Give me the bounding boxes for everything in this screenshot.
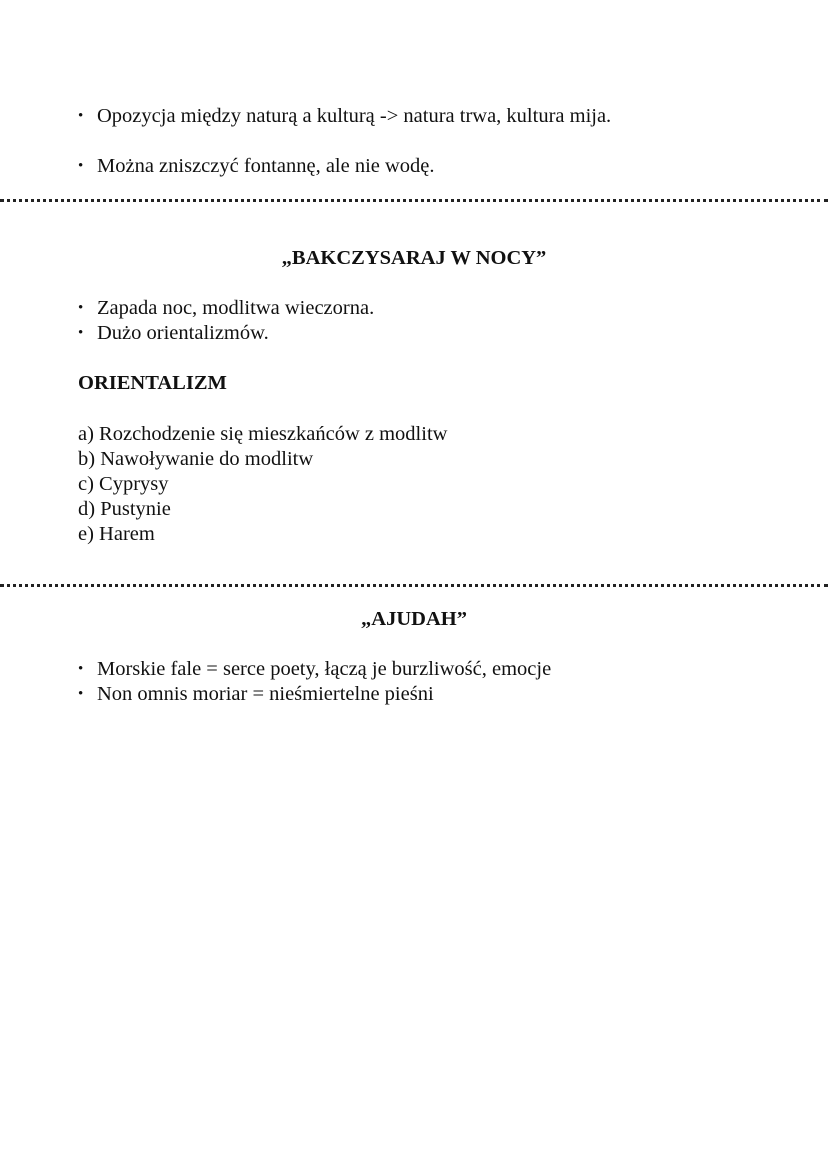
list-item: d) Pustynie xyxy=(78,498,171,520)
bullet-item xyxy=(78,104,611,129)
bullet-text: Non omnis moriar = nieśmiertelne pieśni xyxy=(97,683,434,705)
bullet-glyph: • xyxy=(78,325,84,341)
dotted-divider xyxy=(0,199,828,202)
bullet-text: Dużo orientalizmów. xyxy=(97,322,269,344)
orientalizm-heading: ORIENTALIZM xyxy=(78,372,227,394)
list-item: c) Cyprysy xyxy=(78,473,169,495)
bullet-glyph: • xyxy=(78,108,84,124)
bullet-item xyxy=(78,296,374,321)
bullet-text: Opozycja między naturą a kulturą -> natura trwa, kultura mija. xyxy=(97,105,612,127)
dotted-divider xyxy=(0,584,828,587)
section-title-bakczysaraj: „BAKCZYSARAJ W NOCY” xyxy=(281,247,547,269)
bullet-text: Można zniszczyć fontannę, ale nie wodę. xyxy=(97,155,435,177)
bullet-item xyxy=(78,321,269,346)
bullet-glyph: • xyxy=(78,158,84,174)
bullet-text: Zapada noc, modlitwa wieczorna. xyxy=(97,297,375,319)
bullet-item xyxy=(78,682,434,707)
bullet-glyph: • xyxy=(78,300,84,316)
section-title-ajudah: „AJUDAH” xyxy=(361,608,467,630)
list-item: b) Nawoływanie do modlitw xyxy=(78,448,314,470)
bullet-text: Morskie fale = serce poety, łączą je burzliwość, emocje xyxy=(97,658,552,680)
list-item: a) Rozchodzenie się mieszkańców z modlitw xyxy=(78,423,448,445)
list-item: e) Harem xyxy=(78,523,155,545)
bullet-glyph: • xyxy=(78,686,84,702)
bullet-item xyxy=(78,154,435,179)
bullet-glyph: • xyxy=(78,661,84,677)
bullet-item xyxy=(78,657,551,682)
